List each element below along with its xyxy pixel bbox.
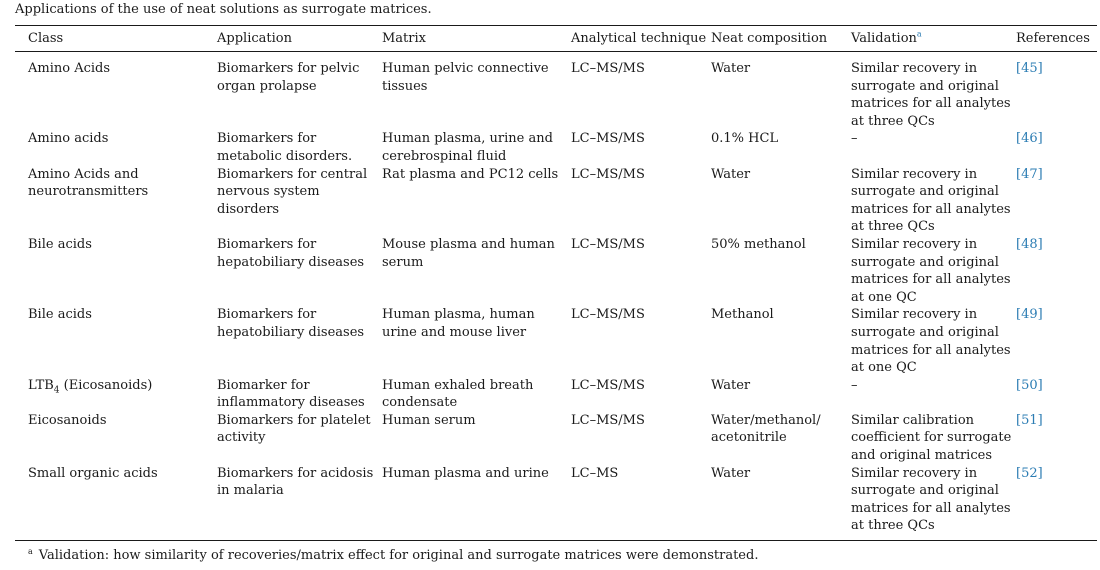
- header-validation-label: Validation: [851, 31, 917, 46]
- cell-class: Bile acids: [28, 236, 92, 252]
- cell-neat-composition: 50% methanol: [711, 236, 806, 252]
- cell-class: Amino acids: [28, 131, 109, 147]
- table-footnote: [28, 547, 758, 565]
- cell-application: Biomarkers for metabolic disorders.: [217, 131, 353, 164]
- cell-reference: [1016, 465, 1097, 541]
- cell-reference: [1016, 306, 1097, 376]
- reference-link[interactable]: [50]: [1016, 377, 1043, 393]
- reference-link[interactable]: [47]: [1016, 166, 1043, 182]
- cell-validation: Similar recovery in surrogate and original matrices for all analytes at one QC: [851, 236, 1011, 305]
- footnote-text: Validation: how similarity of recoveries/matrix effect for original and surrogate matrices were demonstrated.: [38, 548, 759, 563]
- cell-validation: –: [851, 377, 858, 393]
- cell-technique: LC–MS/MS: [571, 131, 645, 147]
- surrogate-matrices-table: [15, 25, 1097, 541]
- cell-validation: –: [851, 131, 858, 147]
- table-row: [15, 130, 1097, 165]
- cell-matrix: Mouse plasma and human serum: [382, 236, 555, 270]
- cell-reference: [1016, 52, 1097, 131]
- data-table-container: [15, 25, 1097, 541]
- table-row: [15, 465, 1097, 541]
- table-row: [15, 236, 1097, 306]
- cell-matrix: Human pelvic connective tissues: [382, 61, 549, 94]
- footnote-mark: a: [28, 546, 33, 556]
- cell-neat-composition: Methanol: [711, 307, 774, 323]
- reference-link[interactable]: [52]: [1016, 465, 1043, 481]
- cell-application: Biomarkers for platelet activity: [217, 412, 371, 446]
- cell-reference: [1016, 236, 1097, 306]
- cell-matrix: Human serum: [382, 412, 476, 428]
- cell-matrix: Human plasma, human urine and mouse liver: [382, 307, 535, 340]
- reference-link[interactable]: [51]: [1016, 412, 1043, 428]
- cell-reference: [1016, 377, 1097, 412]
- cell-neat-composition: Water: [711, 377, 751, 393]
- table-row: [15, 306, 1097, 376]
- cell-class: Small organic acids: [28, 465, 158, 481]
- cell-technique: LC–MS/MS: [571, 236, 645, 252]
- header-references: References: [1016, 31, 1090, 46]
- class-suffix: (Eicosanoids): [59, 377, 153, 393]
- reference-link[interactable]: [49]: [1016, 307, 1043, 323]
- cell-reference: [1016, 166, 1097, 236]
- table-row: [15, 412, 1097, 465]
- cell-matrix: Human exhaled breath condensate: [382, 377, 534, 411]
- cell-validation: Similar recovery in surrogate and original matrices for all analytes at three QCs: [851, 61, 1011, 129]
- header-validation: [851, 26, 1016, 52]
- reference-link[interactable]: [45]: [1016, 61, 1043, 76]
- table-caption: Applications of the use of neat solutions as surrogate matrices.: [15, 2, 432, 17]
- class-subscript: 4: [53, 385, 60, 396]
- cell-validation: Similar recovery in surrogate and original matrices for all analytes at three QCs: [851, 166, 1011, 235]
- cell-technique: LC–MS/MS: [571, 166, 645, 182]
- cell-neat-composition: Water/methanol/ acetonitrile: [711, 412, 821, 446]
- cell-matrix: Rat plasma and PC12 cells: [382, 166, 559, 182]
- cell-technique: LC–MS/MS: [571, 377, 645, 393]
- cell-application: Biomarkers for central nervous system disorders: [217, 166, 368, 217]
- cell-reference: [1016, 412, 1097, 465]
- cell-class: [15, 377, 217, 412]
- cell-reference: [1016, 130, 1097, 165]
- reference-link[interactable]: [48]: [1016, 236, 1043, 252]
- table-row: [15, 52, 1097, 131]
- cell-matrix: Human plasma, urine and cerebrospinal fluid: [382, 131, 553, 164]
- header-matrix: Matrix: [382, 31, 426, 46]
- cell-application: Biomarkers for pelvic organ prolapse: [217, 61, 360, 94]
- cell-application: Biomarkers for acidosis in malaria: [217, 465, 374, 499]
- table-header-row: [15, 26, 1097, 52]
- cell-application: Biomarkers for hepatobiliary diseases: [217, 236, 365, 270]
- cell-application: Biomarker for inflammatory diseases: [217, 377, 365, 411]
- cell-validation: Similar recovery in surrogate and original matrices for all analytes at three QCs: [851, 465, 1011, 534]
- cell-technique: LC–MS/MS: [571, 307, 645, 323]
- cell-technique: LC–MS/MS: [571, 412, 645, 428]
- header-technique: Analytical technique: [571, 31, 707, 46]
- header-class: Class: [28, 31, 64, 46]
- cell-neat-composition: 0.1% HCL: [711, 131, 779, 147]
- cell-neat-composition: Water: [711, 166, 751, 182]
- cell-class: Eicosanoids: [28, 412, 107, 428]
- cell-technique: LC–MS: [571, 465, 619, 481]
- cell-class: Amino Acids: [28, 61, 111, 76]
- header-neat-composition: Neat composition: [711, 31, 828, 46]
- class-prefix: LTB: [28, 377, 54, 393]
- cell-neat-composition: Water: [711, 465, 751, 481]
- reference-link[interactable]: [46]: [1016, 131, 1043, 147]
- table-row: [15, 377, 1097, 412]
- cell-validation: Similar calibration coefficient for surrogate and original matrices: [851, 412, 1012, 464]
- header-application: Application: [217, 31, 292, 46]
- validation-footnote-link[interactable]: a: [916, 29, 922, 39]
- cell-class: Bile acids: [28, 307, 92, 323]
- cell-validation: Similar recovery in surrogate and original matrices for all analytes at one QC: [851, 307, 1011, 376]
- cell-neat-composition: Water: [711, 61, 751, 76]
- cell-matrix: Human plasma and urine: [382, 465, 549, 481]
- cell-technique: LC–MS/MS: [571, 61, 645, 76]
- table-row: [15, 166, 1097, 236]
- cell-application: Biomarkers for hepatobiliary diseases: [217, 307, 365, 340]
- cell-class: Amino Acids and neurotransmitters: [28, 166, 149, 200]
